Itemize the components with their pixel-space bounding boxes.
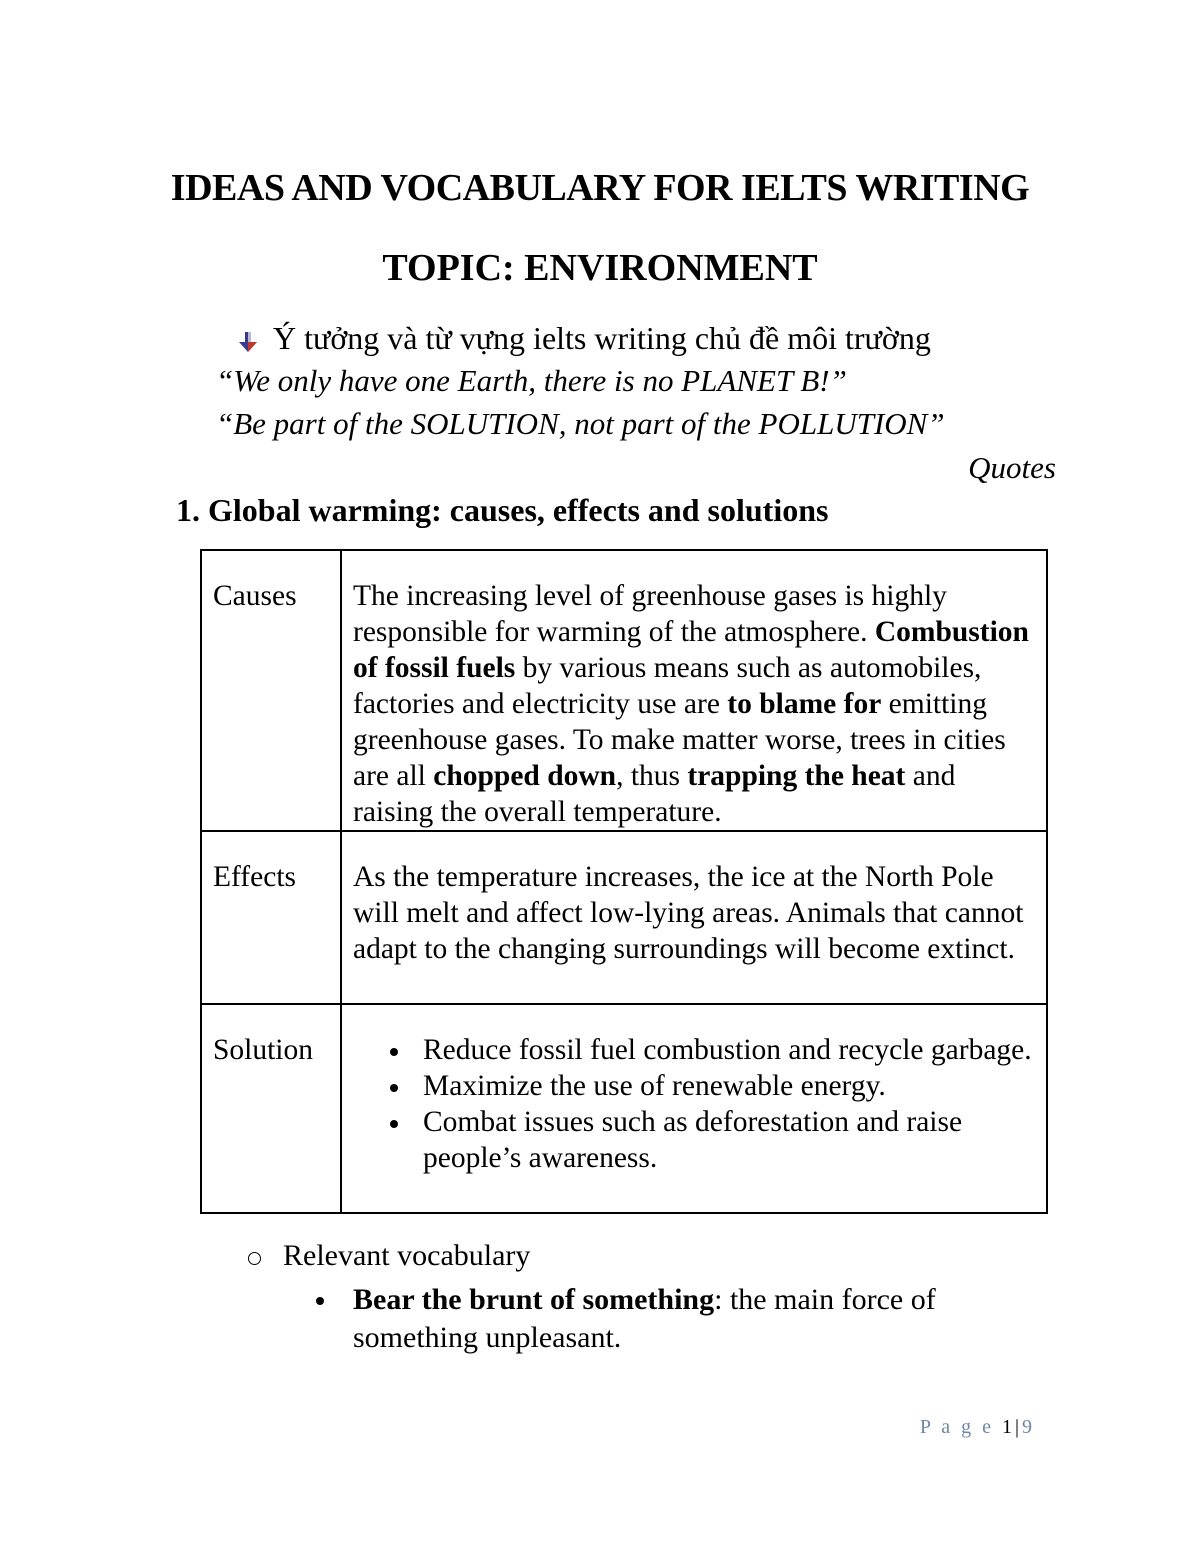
document-title: IDEAS AND VOCABULARY FOR IELTS WRITING — [170, 167, 1030, 209]
vocab-term: Bear the brunt of something — [353, 1283, 715, 1316]
quote-one: “We only have one Earth, there is no PLANET B!” — [216, 363, 847, 398]
causes-text — [341, 550, 1047, 831]
solution-item-text: Maximize the use of renewable energy. — [423, 1070, 886, 1102]
solution-label: Solution — [201, 1004, 341, 1213]
quotes-label: Quotes — [968, 450, 1056, 485]
solution-list — [353, 1032, 1038, 1176]
filled-dot-icon — [316, 1297, 324, 1305]
total-pages: 9 — [1022, 1416, 1035, 1438]
filled-dot-icon — [390, 1048, 398, 1056]
global-warming-table — [200, 549, 1048, 1214]
causes-text-part: The increasing level of greenhouse gases is highly responsible for warming of the atmosphere. — [353, 580, 947, 648]
causes-bold-term: chopped down — [433, 760, 617, 792]
subtitle-row — [237, 320, 931, 357]
vocab-definition: : the main force of something unpleasant. — [353, 1283, 936, 1354]
filled-dot-icon — [390, 1120, 398, 1128]
section-heading: 1. Global warming: causes, effects and solutions — [176, 492, 829, 528]
effects-text: As the temperature increases, the ice at the North Pole will melt and affect low-lying areas. Animals that cannot adapt to the changing surroundings will become extinct. — [341, 831, 1047, 1004]
vocabulary-heading-row — [248, 1239, 530, 1273]
causes-bold-term: Combustion of fossil fuels — [353, 616, 1029, 684]
page-number: 1 — [1001, 1416, 1015, 1438]
list-item — [353, 1104, 1038, 1176]
quote-two: “Be part of the SOLUTION, not part of the POLLUTION” — [216, 406, 945, 441]
solution-item-text: Combat issues such as deforestation and raise people’s awareness. — [423, 1106, 963, 1174]
causes-text-part: , thus — [616, 760, 688, 792]
vocabulary-heading: Relevant vocabulary — [283, 1239, 531, 1272]
table-row-causes — [201, 550, 1047, 831]
page-separator: | — [1014, 1416, 1022, 1438]
causes-label: Causes — [201, 550, 341, 831]
list-item — [316, 1281, 1016, 1357]
causes-text-part: and raising the overall temperature. — [353, 760, 956, 828]
subtitle-text: Ý tưởng và từ vựng ielts writing chủ đề môi trường — [273, 320, 931, 356]
list-item — [353, 1068, 1038, 1104]
causes-bold-term: to blame for — [727, 688, 882, 720]
filled-dot-icon — [390, 1084, 398, 1092]
arrow-down-bullet-icon — [237, 330, 259, 354]
page-label: P a g e — [919, 1416, 994, 1438]
effects-label: Effects — [201, 831, 341, 1004]
table-row-solution — [201, 1004, 1047, 1213]
hollow-circle-icon — [248, 1252, 261, 1265]
causes-text-part: by various means such as automobiles, factories and electricity use are — [353, 652, 982, 720]
causes-text-part: emitting greenhouse gases. To make matter worse, trees in cities are all — [353, 688, 1006, 792]
causes-bold-term: trapping the heat — [687, 760, 906, 792]
solution-content — [341, 1004, 1047, 1213]
page-footer — [920, 1416, 1035, 1439]
table-row-effects — [201, 831, 1047, 1004]
topic-heading: TOPIC: ENVIRONMENT — [382, 247, 818, 289]
solution-item-text: Reduce fossil fuel combustion and recycle garbage. — [423, 1034, 1032, 1066]
vocab-entry — [353, 1281, 1016, 1357]
list-item — [353, 1032, 1038, 1068]
